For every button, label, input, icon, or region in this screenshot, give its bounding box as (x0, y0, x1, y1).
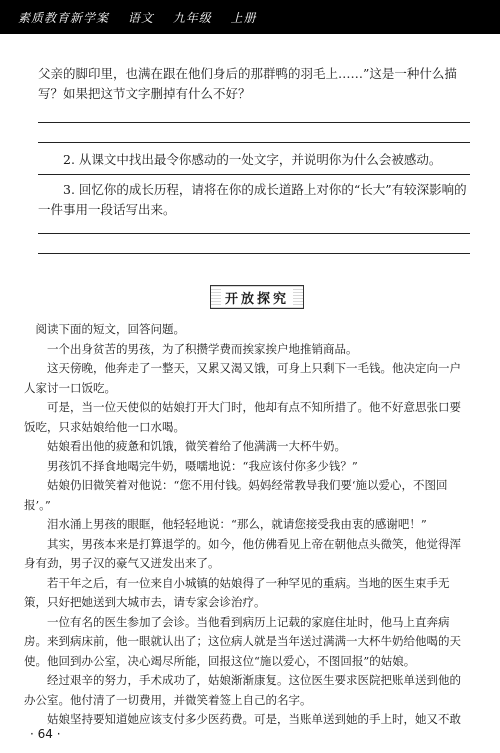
header-text (18, 9, 271, 26)
page-number: · 64 · (30, 727, 61, 741)
answer-line (38, 253, 470, 254)
section-heading-box (210, 285, 304, 309)
story-paragraph: 这天傍晚，他奔走了一整天，又累又渴又饿，可身上只剩下一毛钱。他决定向一户人家讨一口饭吃。 (24, 361, 461, 395)
answer-line (38, 174, 470, 175)
page-header-bar (0, 0, 500, 34)
answer-line (38, 122, 470, 123)
story-paragraph: 其实，男孩本来是打算退学的。如今，他仿佛看见上帝在朝他点头微笑，他觉得浑身有劲，男子汉的豪气又迸发出来了。 (24, 536, 461, 570)
story-paragraph: 姑娘坚持要知道她应该支付多少医药费。可是，当账单送到她的手上时，她又不敢 (47, 712, 461, 726)
question-2-text: 2. 从课文中找出最令你感动的一处文字，并说明你为什么会被感动。 (63, 152, 442, 167)
question-3-text: 3. 回忆你的成长历程，请将在你的成长道路上对你的“长大”有较深影响的一件事用一段话写出来。 (38, 182, 467, 217)
story-paragraph: 经过艰辛的努力，手术成功了，姑娘渐渐康复。这位医生要求医院把账单送到他的办公室。他付清了一切费用，并微笑着签上自己的名字。 (24, 673, 461, 707)
story-paragraph: 若干年之后，有一位来自小城镇的姑娘得了一种罕见的重病。当地的医生束手无策，只好把她送到大城市去，请专家会诊治疗。 (24, 575, 450, 609)
story-paragraph: 姑娘仍旧微笑着对他说：“您不用付钱。妈妈经常教导我们要‘施以爱心，不图回报’。” (24, 478, 448, 512)
reading-instruction: 阅读下面的短文，回答问题。 (35, 322, 185, 336)
header-subject: 语文 (127, 11, 154, 25)
question-1-text: 父亲的脚印里，也满在跟在他们身后的那群鸭的羽毛上……”这是一种什么描写？如果把这节文字删掉有什么不好？ (38, 66, 457, 101)
header-grade: 九年级 (172, 11, 212, 25)
story-paragraph: 男孩饥不择食地喝完牛奶，嗫嚅地说：“我应该付你多少钱？” (47, 458, 358, 473)
section-title: 开放探究 (221, 288, 293, 307)
header-series: 素质教育新学案 (18, 11, 110, 25)
story-paragraph: 可是，当一位天使似的姑娘打开大门时，他却有点不知所措了。他不好意思张口要饭吃，只求姑娘给他一口水喝。 (24, 400, 461, 434)
answer-line (38, 142, 470, 143)
header-volume: 上册 (230, 11, 257, 25)
answer-line (38, 233, 470, 234)
reading-passage (24, 320, 472, 730)
story-paragraph: 泪水涌上男孩的眼眶，他轻轻地说：“那么，就请您接受我由衷的感谢吧！” (47, 517, 427, 531)
story-paragraph: 一个出身贫苦的男孩，为了积攒学费而挨家挨户地推销商品。 (47, 341, 358, 356)
story-paragraph: 姑娘看出他的疲惫和饥饿，微笑着给了他满满一大杯牛奶。 (47, 439, 346, 453)
story-paragraph: 一位有名的医生参加了会诊。当他看到病历上记载的家庭住址时，他马上直奔病房。来到病床前，他一眼就认出了；这位病人就是当年送过满满一大杯牛奶给他喝的天使。他回到办公室，决心竭尽所能，回报这位“施以爱心，不图回报”的姑娘。 (24, 614, 461, 668)
